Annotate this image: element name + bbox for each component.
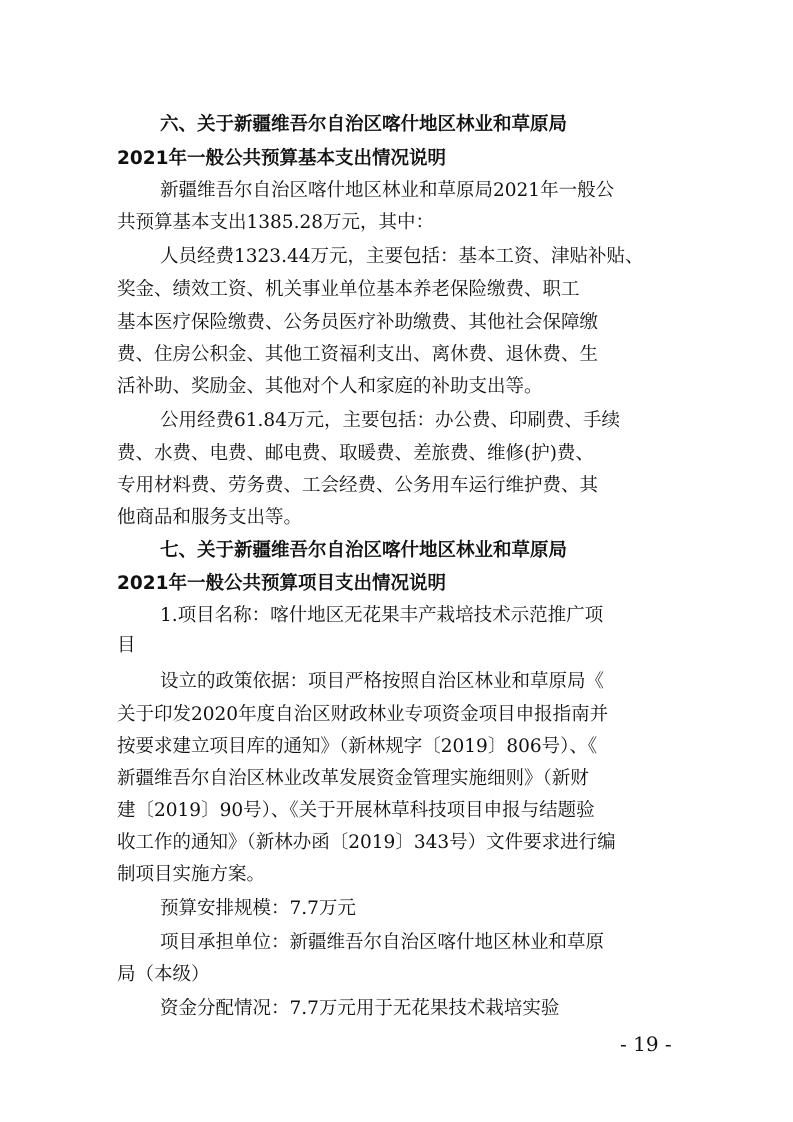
section7-policy-line4: 新疆维吾尔自治区林业改革发展资金管理实施细则》（新财	[117, 768, 589, 789]
section6-heading-line1: 六、关于新疆维吾尔自治区喀什地区林业和草原局	[160, 114, 568, 135]
section6-paragraph3-line3: 专用材料费、劳务费、工会经费、公务用车运行维护费、其	[117, 475, 599, 496]
section7-policy-line5: 建〔2019〕90号）、《关于开展林草科技项目申报与结题验	[117, 800, 595, 821]
section7-item1-line1: 1.项目名称：喀什地区无花果丰产栽培技术示范推广项	[160, 605, 604, 626]
section6-paragraph2-line3: 基本医疗保险缴费、公务员医疗补助缴费、其他社会保障缴	[117, 312, 599, 333]
section7-heading-line2: 2021年一般公共预算项目支出情况说明	[117, 573, 446, 594]
section6-paragraph3-line1: 公用经费61.84万元，主要包括：办公费、印刷费、手续	[160, 410, 620, 431]
section7-policy-line2: 关于印发2020年度自治区财政林业专项资金项目申报指南并	[117, 704, 609, 725]
section7-unit-line2: 局（本级）	[117, 964, 210, 985]
section6-heading-line2: 2021年一般公共预算基本支出情况说明	[117, 148, 446, 169]
section6-paragraph2-line4: 费、住房公积金、其他工资福利支出、离休费、退休费、生	[117, 344, 599, 365]
section7-policy-line3: 按要求建立项目库的通知》（新林规字〔2019〕806号）、《	[117, 736, 598, 757]
section7-policy-line7: 制项目实施方案。	[117, 864, 266, 885]
section6-paragraph2-line2: 奖金、绩效工资、机关事业单位基本养老保险缴费、职工	[117, 279, 580, 300]
section7-policy-line1: 设立的政策依据：项目严格按照自治区林业和草原局《	[160, 671, 605, 692]
section7-budget: 预算安排规模：7.7万元	[160, 898, 356, 919]
section7-allocation: 资金分配情况：7.7万元用于无花果技术栽培实验	[160, 998, 560, 1019]
section6-paragraph2-line1: 人员经费1323.44万元，主要包括：基本工资、津贴补贴、	[160, 246, 644, 267]
section6-paragraph1-line2: 共预算基本支出1385.28万元，其中：	[117, 212, 435, 233]
page-number: - 19 -	[620, 1032, 672, 1056]
section6-paragraph2-line5: 活补助、奖励金、其他对个人和家庭的补助支出等。	[117, 376, 543, 397]
section7-policy-line6: 收工作的通知》（新林办函〔2019〕343号）文件要求进行编	[117, 832, 616, 853]
section6-paragraph1-line1: 新疆维吾尔自治区喀什地区林业和草原局2021年一般公	[160, 180, 615, 201]
section7-item1-line2: 目	[117, 635, 136, 656]
section6-paragraph3-line2: 费、水费、电费、邮电费、取暖费、差旅费、维修(护)费、	[117, 443, 594, 464]
section7-heading-line1: 七、关于新疆维吾尔自治区喀什地区林业和草原局	[160, 540, 568, 561]
section7-unit-line1: 项目承担单位：新疆维吾尔自治区喀什地区林业和草原	[160, 932, 605, 953]
section6-paragraph3-line4: 他商品和服务支出等。	[117, 507, 303, 528]
